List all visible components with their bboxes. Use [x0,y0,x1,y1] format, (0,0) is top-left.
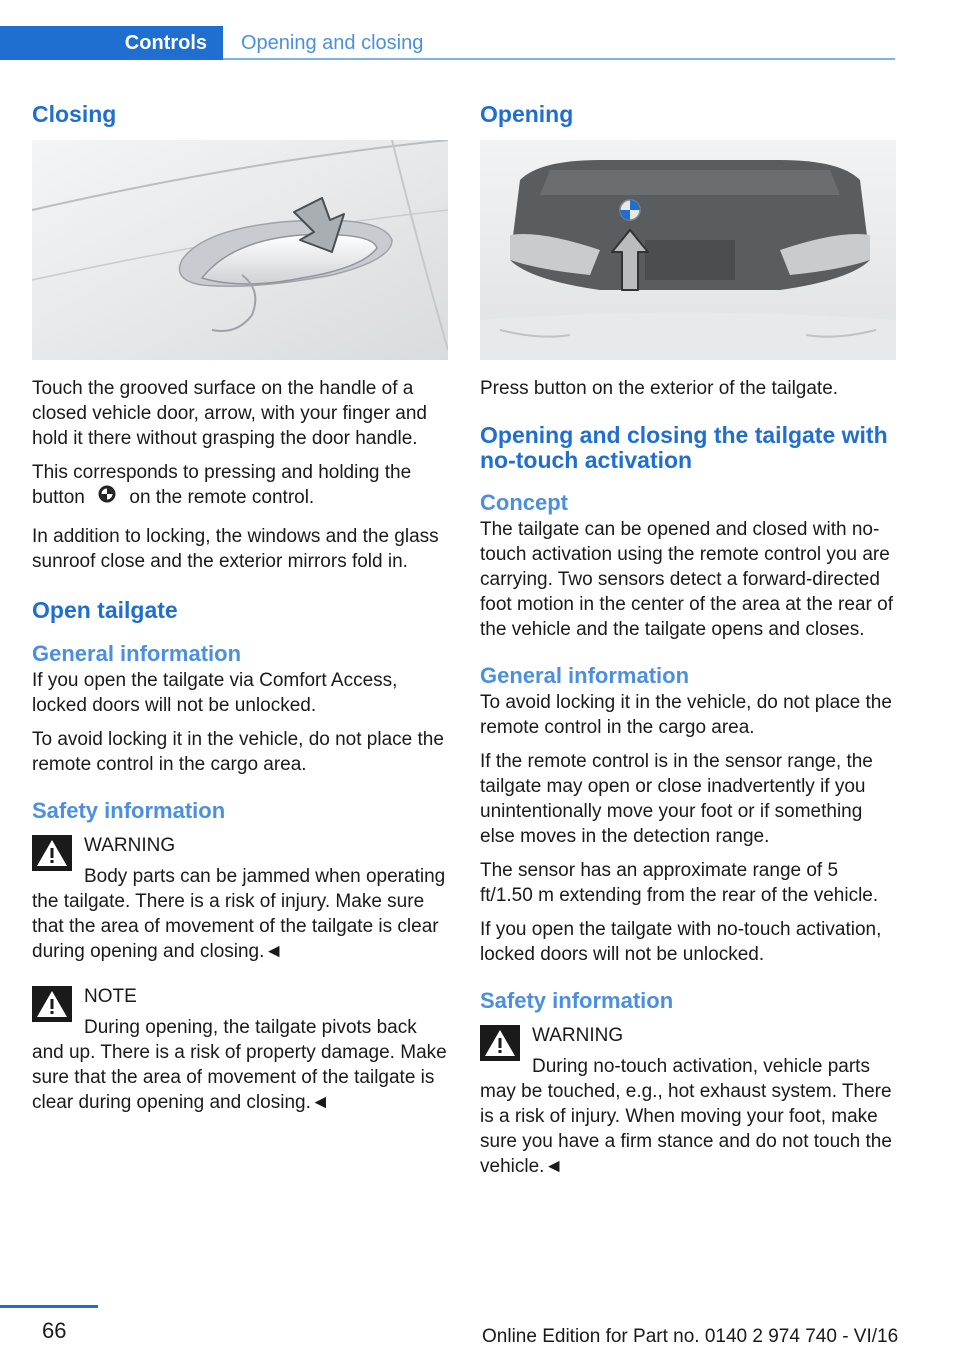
general-info-left-p2: To avoid locking it in the vehicle, do not place the remote control in the cargo area. [32,729,444,776]
footer-divider [0,1305,98,1308]
opening-paragraph-1: Press button on the exterior of the tailgate. [480,378,839,399]
warning-triangle-icon [480,1025,520,1061]
edition-info: Online Edition for Part no. 0140 2 974 740 - VI/16 [482,1326,899,1347]
open-tailgate-heading: Open tailgate [32,597,178,624]
tab-opening-and-closing[interactable]: Opening and closing [241,31,424,54]
closing-paragraph-2-post: on the remote control. [129,487,315,508]
page-number: 66 [42,1318,67,1343]
warning-label-right: WARNING [532,1025,624,1046]
right-column [480,100,896,1191]
note-label-left: NOTE [84,986,137,1008]
note-body-left: During opening, the tailgate pivots back and up. There is a risk of property damage. Make sure that the area of movement of the tailgate is clear during opening and closing.◄ [32,1017,447,1114]
warning-body-left: Body parts can be jammed when operating the tailgate. There is a risk of injury. Make sure that the area of movement of the tailgate is clear during opening and closing.◄ [32,866,446,963]
warning-notice-left [32,833,448,964]
safety-information-heading-left: Safety information [32,798,226,824]
general-info-right-p2: If the remote control is in the sensor range, the tailgate may open or close inadvertently if you unintentionally move your foot or if something else moves in the detection range. [480,751,873,847]
warning-label-left: WARNING [84,835,176,857]
safety-information-heading-right: Safety information [480,988,674,1013]
general-information-heading-left: General information [32,641,242,667]
note-notice-left [32,984,448,1115]
closing-paragraph-2-pre: This corresponds to pressing and holding the button [32,462,412,508]
tailgate-image [480,140,896,360]
no-touch-heading: Opening and closing the tailgate with no-touch activation [480,422,888,473]
header-divider [223,58,895,60]
tab-controls[interactable]: Controls [0,26,223,60]
opening-heading: Opening [480,101,574,127]
bmw-logo-icon [98,485,116,510]
closing-paragraph-1: Touch the grooved surface on the handle of a closed vehicle door, arrow, with your finger and hold it there without grasping the door handle. [32,378,427,449]
warning-triangle-icon [32,835,72,871]
left-column [32,100,448,1127]
general-info-right-p4: If you open the tailgate with no-touch activation, locked doors will not be unlocked. [480,919,882,965]
door-handle-illustration [32,140,448,360]
closing-heading: Closing [32,101,117,127]
note-triangle-icon [32,986,72,1022]
door-handle-image [32,140,448,360]
general-info-right-p3: The sensor has an approximate range of 5 ft/1.50 m extending from the rear of the vehicle. [480,860,879,906]
warning-notice-right [480,1023,896,1179]
closing-paragraph-3: In addition to locking, the windows and the glass sunroof close and the exterior mirrors fold in. [32,526,439,573]
tailgate-illustration [480,140,896,360]
general-information-heading-right: General information [480,663,690,688]
concept-heading: Concept [480,490,568,515]
general-info-right-p1: To avoid locking it in the vehicle, do not place the remote control in the cargo area. [480,692,892,738]
warning-body-right: During no-touch activation, vehicle parts may be touched, e.g., hot exhaust system. There is a risk of injury. When moving your foot, make sure you have a firm stance and do not touch the vehicle.◄ [480,1056,892,1177]
page-header [0,0,960,62]
concept-paragraph: The tailgate can be opened and closed with no-touch activation using the remote control you are carrying. Two sensors detect a forward-directed foot motion in the center of the area at the rear of the vehicle and the tailgate opens and closes. [480,519,893,640]
general-info-left-p1: If you open the tailgate via Comfort Access, locked doors will not be unlocked. [32,670,398,717]
closing-paragraph-2 [32,460,448,510]
